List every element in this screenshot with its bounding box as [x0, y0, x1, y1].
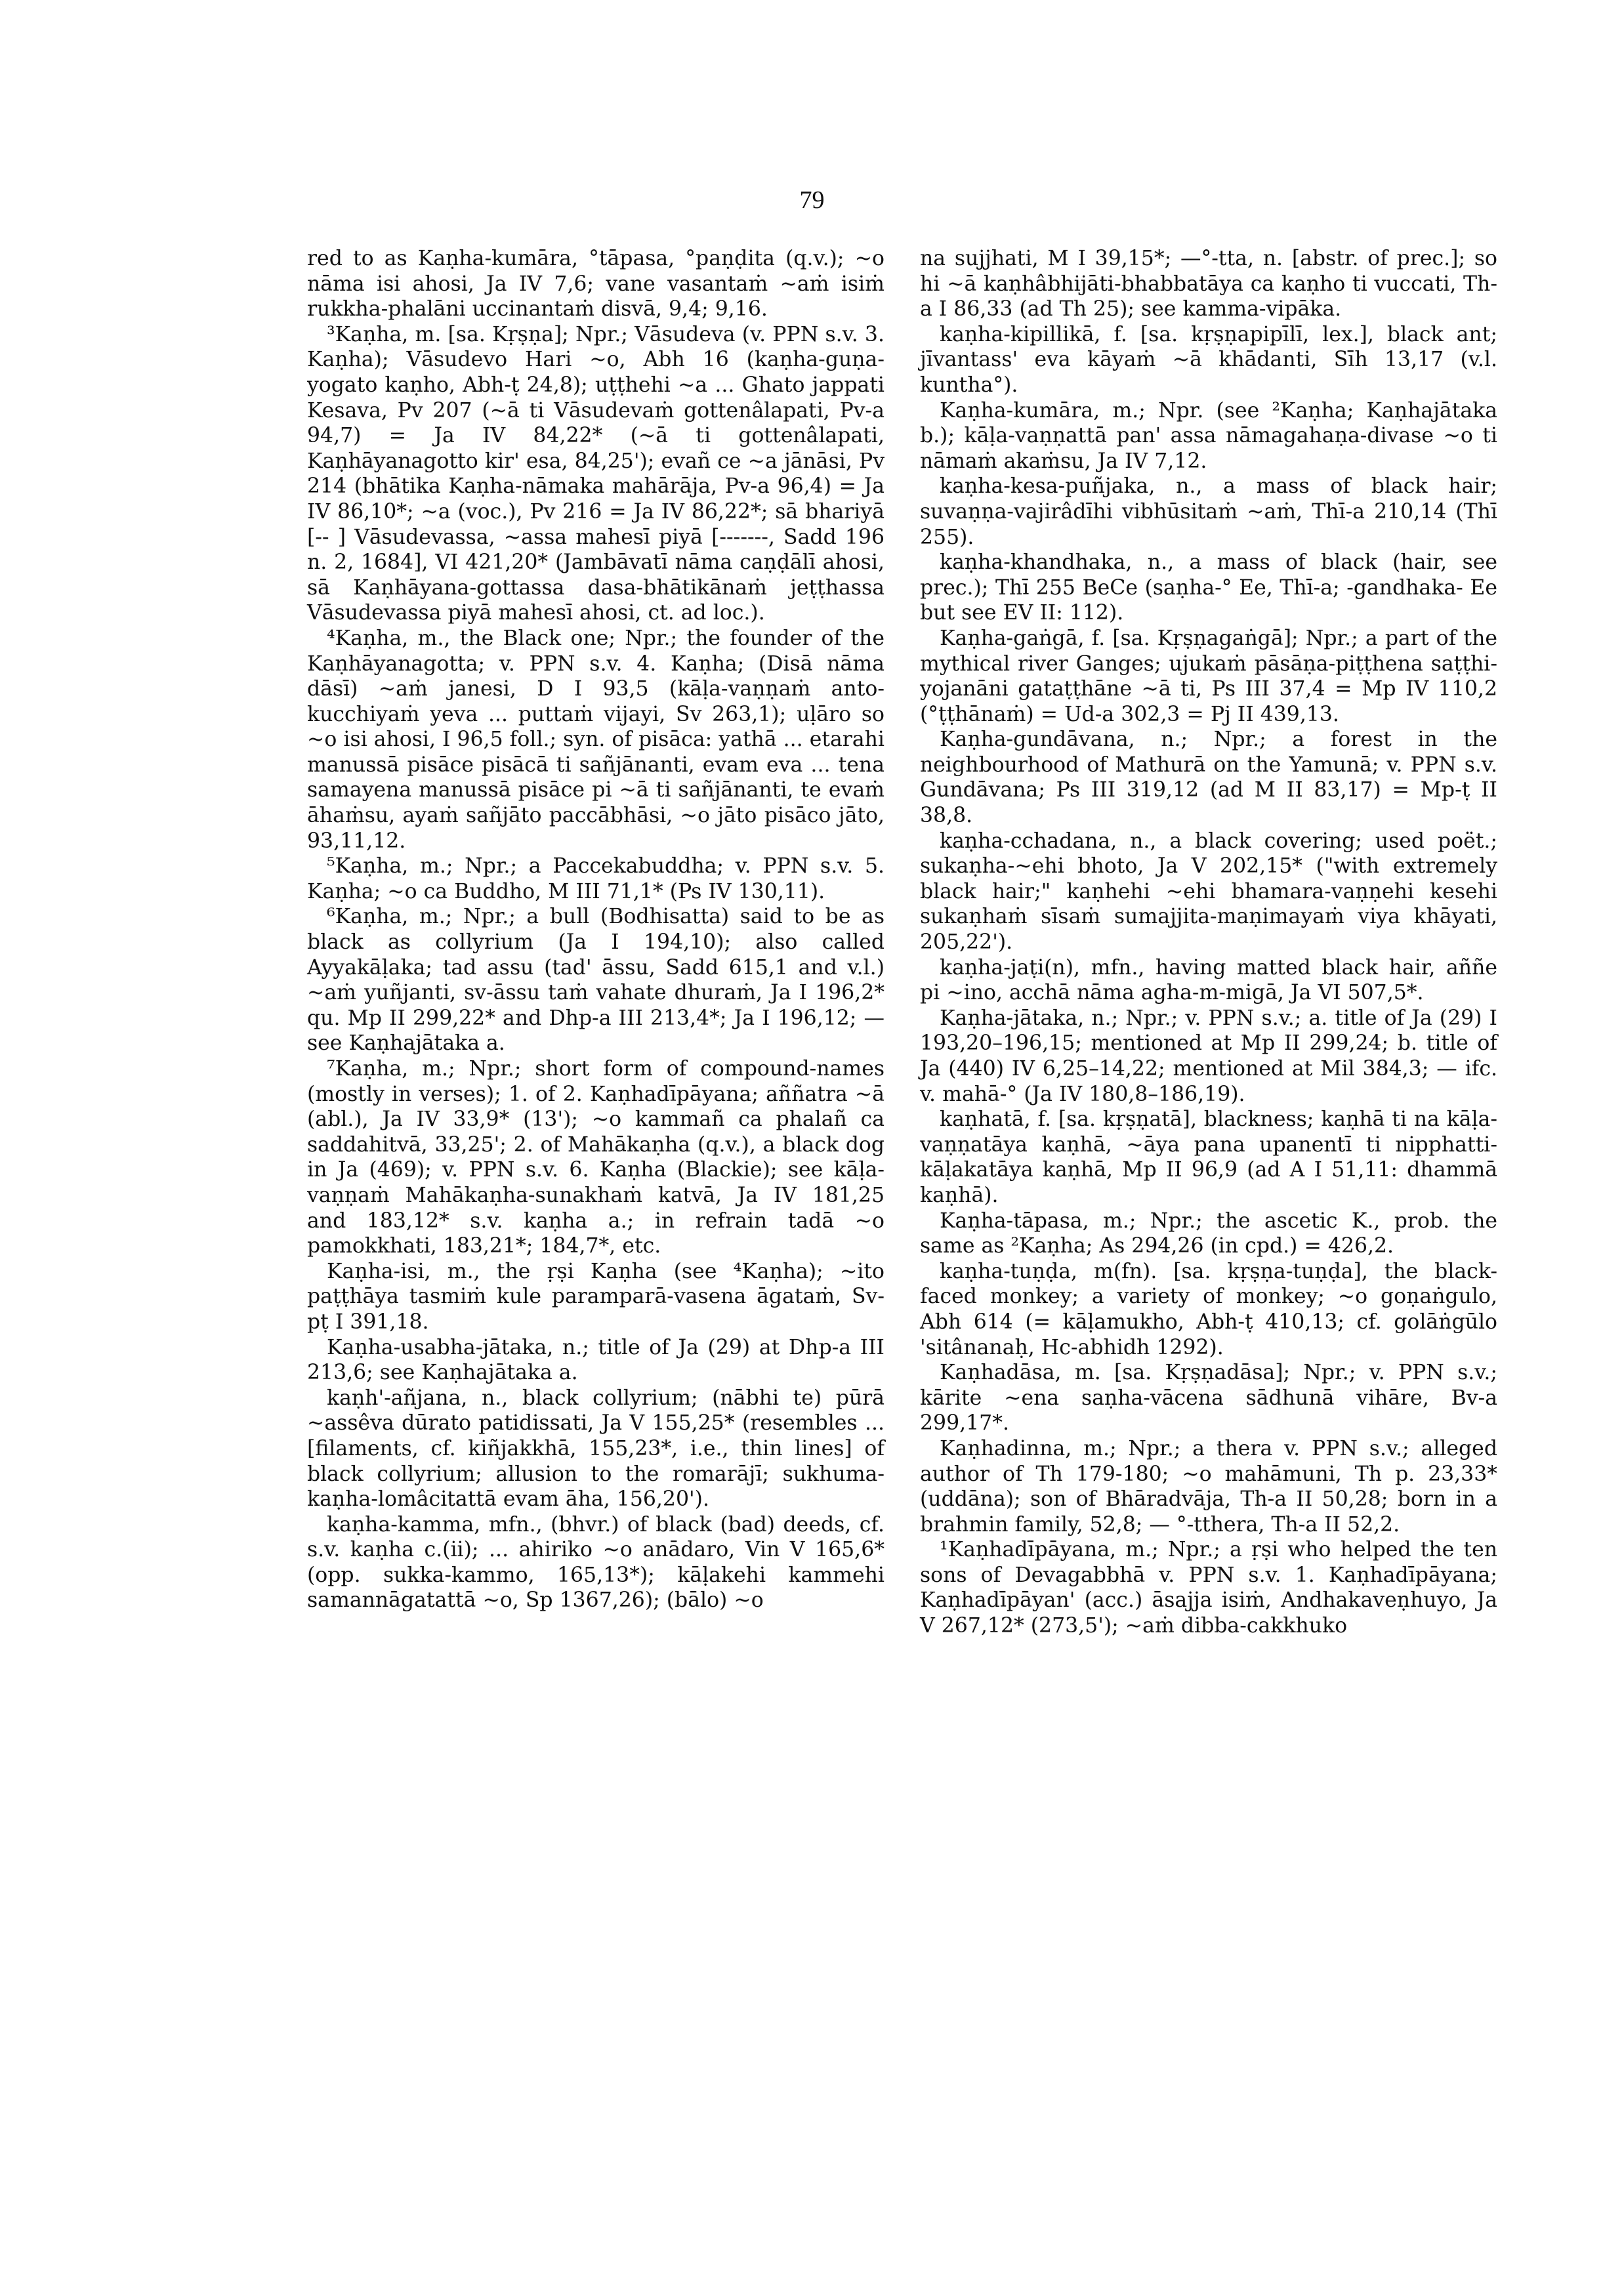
dictionary-entry: ⁴Kaṇha, m., the Black one; Npr.; the founder of the Kaṇhāyanagotta; v. PPN s.v. 4. Kaṇha; (Disā nāma dāsī) ~aṁ janesi, D I 93,5 (kāḷa-vaṇṇaṁ anto-kucchiyaṁ yeva ... puttaṁ vijayi, Sv 263,1); uḷāro so ~o isi ahosi, I 96,5 foll.; syn. of pisāca: yathā ... etarahi manussā pisāce pisācā ti sañjānanti, evam eva ... tena samayena manussā pisāce pi ~ā ti sañjānanti, te evaṁ āhaṁsu, ayaṁ sañjāto paccābhāsi, ~o jāto pisāco jāto, 93,11,12.	[307, 626, 885, 853]
dictionary-entry: kaṇhatā, f. [sa. kṛṣṇatā], blackness; kaṇhā ti na kāḷa-vaṇṇatāya kaṇhā, ~āya pana upanentī ti nipphatti-kāḷakatāya kaṇhā, Mp II 96,9 (ad A I 51,11: dhammā kaṇhā).	[920, 1107, 1497, 1207]
left-column	[307, 246, 885, 1613]
dictionary-entry: kaṇha-tuṇḍa, m(fn). [sa. kṛṣṇa-tuṇḍa], the black-faced monkey; a variety of monkey; ~o goṇaṅgulo, Abh 614 (= kāḷamukho, Abh-ṭ 410,13; cf. golāṅgūlo 'sitânanaḥ, Hc-abhidh 1292).	[920, 1259, 1497, 1359]
dictionary-entry: ⁶Kaṇha, m.; Npr.; a bull (Bodhisatta) said to be as black as collyrium (Ja I 194,10); also called Ayyakāḷaka; tad assu (tad' āssu, Sadd 615,1 and v.l.) ~aṁ yuñjanti, sv-āssu taṁ vahate dhuraṁ, Ja I 196,2* qu. Mp II 299,22* and Dhp-a III 213,4*; Ja I 196,12; — see Kaṇhajātaka a.	[307, 905, 885, 1056]
dictionary-entry: Kaṇha-gundāvana, n.; Npr.; a forest in the neighbourhood of Mathurā on the Yamunā; v. PPN s.v. Gundāvana; Ps III 319,12 (ad M II 83,17) = Mp-ṭ II 38,8.	[920, 728, 1497, 828]
dictionary-entry: kaṇh'-añjana, n., black collyrium; (nābhi te) pūrā ~assêva dūrato patidissati, Ja V 155,25* (resembles ... [filaments, cf. kiñjakkhā, 155,23*, i.e., thin lines] of black collyrium; allusion to the romarājī; sukhuma-kaṇha-lomâcitattā evam āha, 156,20').	[307, 1386, 885, 1512]
dictionary-entry: kaṇha-kesa-puñjaka, n., a mass of black hair; suvaṇṇa-vajirâdīhi vibhūsitaṁ ~aṁ, Thī-a 210,14 (Thī 255).	[920, 474, 1497, 549]
dictionary-entry: kaṇha-jaṭi(n), mfn., having matted black hair, aññe pi ~ino, acchā nāma agha-m-migā, Ja VI 507,5*.	[920, 955, 1497, 1005]
dictionary-entry: Kaṇhadāsa, m. [sa. Kṛṣṇadāsa]; Npr.; v. PPN s.v.; kārite ~ena saṇha-vācena sādhunā vihāre, Bv-a 299,17*.	[920, 1361, 1497, 1436]
dictionary-entry: ⁵Kaṇha, m.; Npr.; a Paccekabuddha; v. PPN s.v. 5. Kaṇha; ~o ca Buddho, M III 71,1* (Ps IV 130,11).	[307, 854, 885, 903]
dictionary-entry: Kaṇha-isi, m., the ṛṣi Kaṇha (see ⁴Kaṇha); ~ito paṭṭhāya tasmiṁ kule paramparā-vasena āgataṁ, Sv-pṭ I 391,18.	[307, 1259, 885, 1334]
continuation-paragraph: red to as Kaṇha-kumāra, °tāpasa, °paṇḍita (q.v.); ~o nāma isi ahosi, Ja IV 7,6; vane vasantaṁ ~aṁ isiṁ rukkha-phalāni uccinantaṁ disvā, 9,4; 9,16.	[307, 247, 885, 321]
dictionary-entry: kaṇha-kamma, mfn., (bhvr.) of black (bad) deeds, cf. s.v. kaṇha c.(ii); ... ahiriko ~o anādaro, Vin V 165,6* (opp. sukka-kammo, 165,13*); kāḷakehi kammehi samannāgatattā ~o, Sp 1367,26); (bālo) ~o	[307, 1512, 885, 1613]
dictionary-entry: Kaṇha-tāpasa, m.; Npr.; the ascetic K., prob. the same as ²Kaṇha; As 294,26 (in cpd.) = 426,2.	[920, 1209, 1497, 1258]
dictionary-entry: ¹Kaṇhadīpāyana, m.; Npr.; a ṛṣi who helped the ten sons of Devagabbhā v. PPN s.v. 1. Kaṇhadīpāyana; Kaṇhadīpāyan' (acc.) āsajja isiṁ, Andhakaveṇhuyo, Ja V 267,12* (273,5'); ~aṁ dibba-cakkhuko	[920, 1538, 1497, 1638]
page-number: 79	[799, 186, 825, 214]
dictionary-entry: Kaṇha-usabha-jātaka, n.; title of Ja (29) at Dhp-a III 213,6; see Kaṇhajātaka a.	[307, 1335, 885, 1385]
dictionary-entry: kaṇha-khandhaka, n., a mass of black (hair, see prec.); Thī 255 BeCe (saṇha-° Ee, Thī-a; -gandhaka- Ee but see EV II: 112).	[920, 550, 1497, 625]
dictionary-entry: Kaṇha-jātaka, n.; Npr.; v. PPN s.v.; a. title of Ja (29) I 193,20–196,15; mentioned at Mp II 299,24; b. title of Ja (440) IV 6,25–14,22; mentioned at Mil 384,3; — ifc. v. mahā-° (Ja IV 180,8–186,19).	[920, 1006, 1497, 1106]
dictionary-entry: Kaṇhadinna, m.; Npr.; a thera v. PPN s.v.; alleged author of Th 179-180; ~o mahāmuni, Th p. 23,33* (uddāna); son of Bhāradvāja, Th-a II 50,28; born in a brahmin family, 52,8; — °-tthera, Th-a II 52,2.	[920, 1436, 1497, 1537]
dictionary-entry: kaṇha-kipillikā, f. [sa. kṛṣṇapipīlī, lex.], black ant; jīvantass' eva kāyaṁ ~ā khādanti, Sīh 13,17 (v.l. kuntha°).	[920, 322, 1497, 397]
dictionary-entry: Kaṇha-gaṅgā, f. [sa. Kṛṣṇagaṅgā]; Npr.; a part of the mythical river Ganges; ujukaṁ pāsāṇa-piṭṭhena saṭṭhi-yojanāni gataṭṭhāne ~ā ti, Ps III 37,4 = Mp IV 110,2 (°ṭṭhānaṁ) = Ud-a 302,3 = Pj II 439,13.	[920, 626, 1497, 726]
dictionary-entry: ⁷Kaṇha, m.; Npr.; short form of compound-names (mostly in verses); 1. of 2. Kaṇhadīpāyana; aññatra ~ā (abl.), Ja IV 33,9* (13'); ~o kammañ ca phalañ ca saddahitvā, 33,25'; 2. of Mahākaṇha (q.v.), a black dog in Ja (469); v. PPN s.v. 6. Kaṇha (Blackie); see kāḷa-vaṇṇaṁ Mahākaṇha-sunakhaṁ katvā, Ja IV 181,25 and 183,12* s.v. kaṇha a.; in refrain tadā ~o pamokkhati, 183,21*; 184,7*, etc.	[307, 1057, 885, 1258]
continuation-paragraph: na sujjhati, M I 39,15*; —°-tta, n. [abstr. of prec.]; so hi ~ā kaṇhâbhijāti-bhabbatāya ca kaṇho ti vuccati, Th-a I 86,33 (ad Th 25); see kamma-vipāka.	[920, 247, 1497, 321]
dictionary-entry: kaṇha-cchadana, n., a black covering; used poët.; sukaṇha-~ehi bhoto, Ja V 202,15* ("with extremely black hair;" kaṇhehi ~ehi bhamara-vaṇṇehi kesehi sukaṇhaṁ sīsaṁ sumajjita-maṇimayaṁ viya khāyati, 205,22').	[920, 829, 1497, 955]
dictionary-entry: ³Kaṇha, m. [sa. Kṛṣṇa]; Npr.; Vāsudeva (v. PPN s.v. 3. Kaṇha); Vāsudevo Hari ~o, Abh 16 (kaṇha-guṇa-yogato kaṇho, Abh-ṭ 24,8); uṭṭhehi ~a ... Ghato jappati Kesava, Pv 207 (~ā ti Vāsudevaṁ gottenâlapati, Pv-a 94,7) = Ja IV 84,22* (~ā ti gottenâlapati, Kaṇhāyanagotto kir' esa, 84,25'); evañ ce ~a jānāsi, Pv 214 (bhātika Kaṇha-nāmaka mahārāja, Pv-a 96,4) = Ja IV 86,10*; ~a (voc.), Pv 216 = Ja IV 86,22*; sā bhariyā [-- ] Vāsudevassa, ~assa mahesī piyā [-------, Sadd 196 n. 2, 1684], VI 421,20* (Jambāvatī nāma caṇḍālī ahosi, sā Kaṇhāyana-gottassa dasa-bhātikānaṁ jeṭṭhassa Vāsudevassa piyā mahesī ahosi, ct. ad loc.).	[307, 322, 885, 625]
dictionary-entry: Kaṇha-kumāra, m.; Npr. (see ²Kaṇha; Kaṇhajātaka b.); kāḷa-vaṇṇattā pan' assa nāmagahaṇa-divase ~o ti nāmaṁ akaṁsu, Ja IV 7,12.	[920, 398, 1497, 473]
right-column	[920, 246, 1497, 1639]
